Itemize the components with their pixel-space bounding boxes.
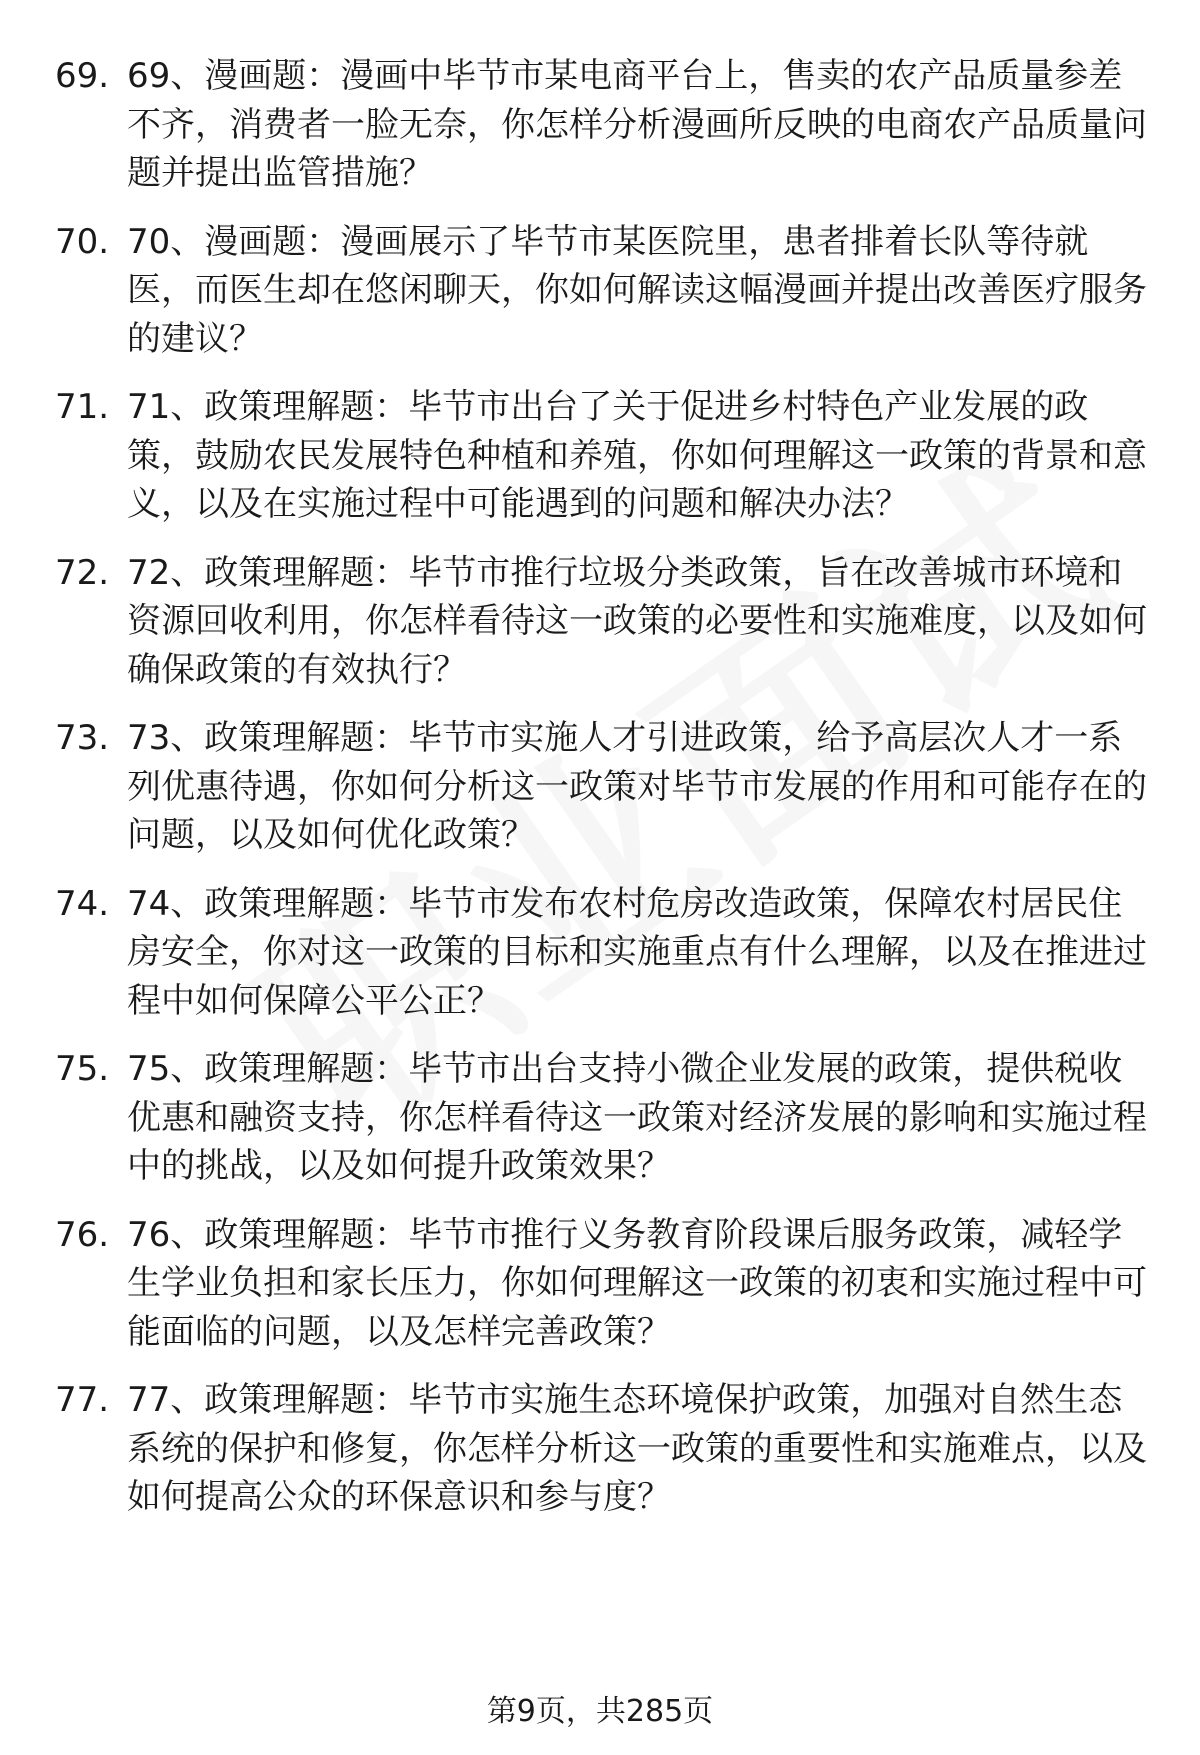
question-number: 73. (55, 718, 110, 758)
question-text: 77、政策理解题：毕节市实施生态环境保护政策，加强对自然生态系统的保护和修复，你怎样分析这一政策的重要性和实施难点，以及如何提高公众的环保意识和参与度？ (127, 1380, 1147, 1517)
question-text: 74、政策理解题：毕节市发布农村危房改造政策，保障农村居民住房安全，你对这一政策的目标和实施重点有什么理解，以及在推进过程中如何保障公平公正？ (127, 883, 1147, 1021)
question-item-72 (0, 549, 1200, 695)
question-text: 75、政策理解题：毕节市出台支持小微企业发展的政策，提供税收优惠和融资支持，你怎样看待这一政策对经济发展的影响和实施过程中的挑战，以及如何提升政策效果？ (127, 1049, 1147, 1186)
question-number: 69. (55, 56, 110, 96)
question-text: 72、政策理解题：毕节市推行垃圾分类政策，旨在改善城市环境和资源回收利用，你怎样看待这一政策的必要性和实施难度，以及如何确保政策的有效执行？ (127, 552, 1147, 690)
question-text: 70、漫画题：漫画展示了毕节市某医院里，患者排着长队等待就医，而医生却在悠闲聊天，你如何解读这幅漫画并提出改善医疗服务的建议？ (127, 221, 1147, 359)
question-number: 76. (55, 1214, 110, 1255)
page-footer: 第9页，共285页 (486, 1694, 714, 1729)
question-text: 73、政策理解题：毕节市实施人才引进政策，给予高层次人才一系列优惠待遇，你如何分析这一政策对毕节市发展的作用和可能存在的问题，以及如何优化政策？ (127, 718, 1147, 855)
question-number: 70. (55, 221, 110, 262)
question-item-77 (0, 1376, 1200, 1522)
question-item-74 (0, 880, 1200, 1026)
question-list (0, 52, 1200, 1542)
question-item-69 (0, 52, 1200, 198)
question-item-73 (0, 714, 1200, 860)
question-text: 71、政策理解题：毕节市出台了关于促进乡村特色产业发展的政策，鼓励农民发展特色种植和养殖，你如何理解这一政策的背景和意义，以及在实施过程中可能遇到的问题和解决办法？ (127, 387, 1147, 524)
question-text: 76、政策理解题：毕节市推行义务教育阶段课后服务政策，减轻学生学业负担和家长压力，你如何理解这一政策的初衷和实施过程中可能面临的问题，以及怎样完善政策？ (127, 1214, 1147, 1352)
question-text: 69、漫画题：漫画中毕节市某电商平台上，售卖的农产品质量参差不齐，消费者一脸无奈，你怎样分析漫画所反映的电商农产品质量问题并提出监管措施？ (127, 56, 1147, 193)
question-number: 74. (55, 883, 110, 924)
question-number: 75. (55, 1049, 110, 1089)
question-item-70 (0, 218, 1200, 364)
question-item-75 (0, 1045, 1200, 1191)
question-item-76 (0, 1211, 1200, 1357)
question-number: 71. (55, 387, 110, 427)
question-number: 72. (55, 552, 110, 593)
question-item-71 (0, 383, 1200, 529)
question-number: 77. (55, 1380, 110, 1420)
